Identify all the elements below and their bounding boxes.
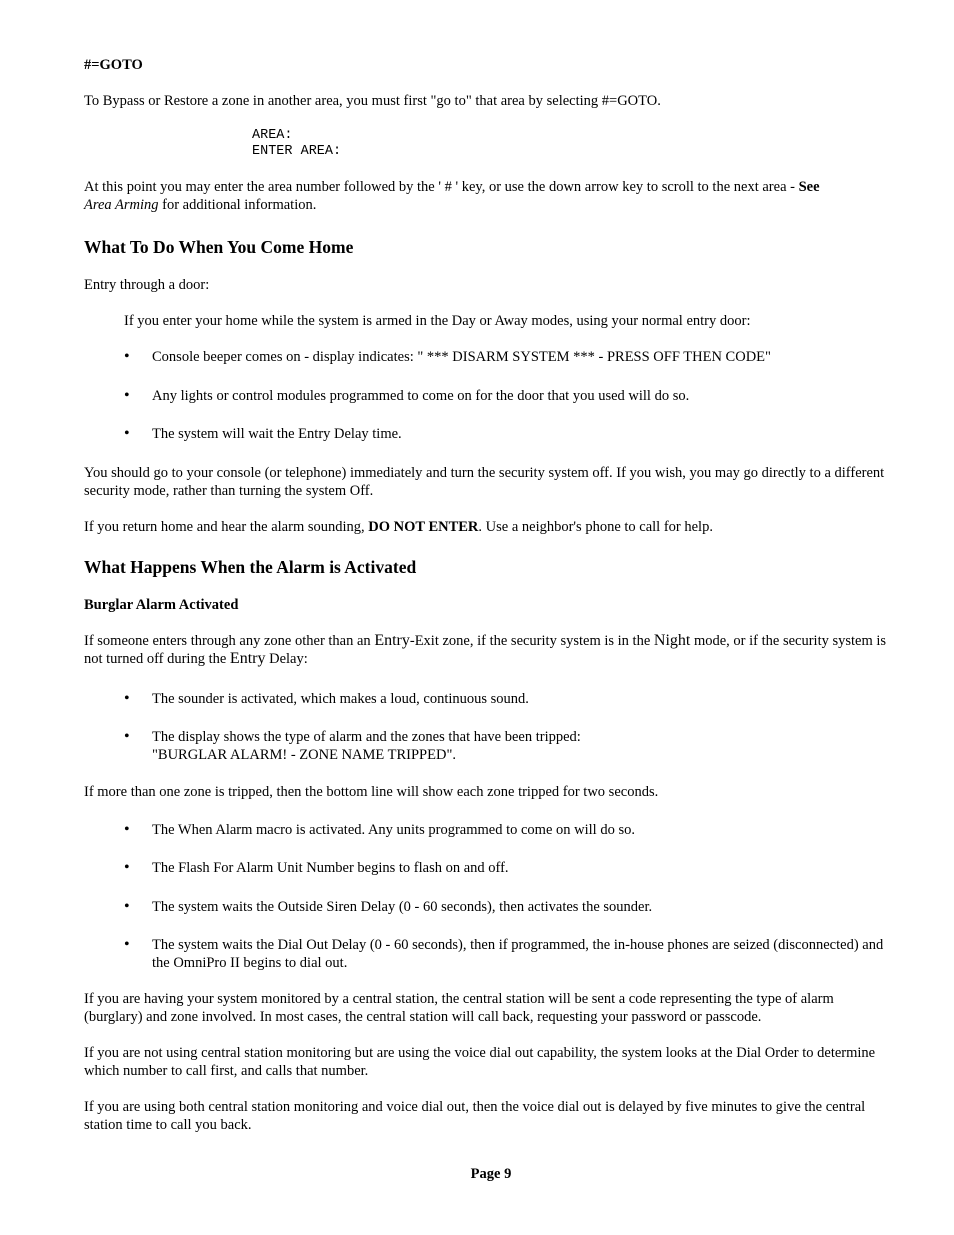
macro-bullet-list xyxy=(84,821,894,973)
area-suffix: for additional information. xyxy=(158,197,317,213)
alarm-text: If you return home and hear the alarm sounding, xyxy=(84,518,369,535)
voice-dial-paragraph: If you are not using central station monitoring but are using the voice dial out capability, the system looks at the Dial Order to determine which number to call first, and calls that number. xyxy=(84,1045,876,1079)
list-item: • Console beeper comes on - display indicates: " *** DISARM SYSTEM *** - PRESS OFF THEN CODE" xyxy=(84,348,894,366)
display-line-1: AREA: xyxy=(252,128,293,143)
display-line-2: ENTER AREA: xyxy=(252,144,342,159)
burglar-paragraph xyxy=(84,632,894,668)
burglar-bullet-list xyxy=(84,690,894,765)
entry-word-2: Entry xyxy=(229,649,266,667)
night-word: Night xyxy=(653,631,691,649)
burglar-heading: Burglar Alarm Activated xyxy=(84,596,239,613)
come-home-heading: What To Do When You Come Home xyxy=(84,237,354,257)
both-monitoring-paragraph: If you are using both central station monitoring and voice dial out, then the voice dial out is delayed by five minutes to give the central station time to call you back. xyxy=(84,1099,866,1133)
entry-intro: If you enter your home while the system is armed in the Day or Away modes, using your normal entry door: xyxy=(124,313,751,329)
list-item: • The sounder is activated, which makes a loud, continuous sound. xyxy=(84,690,894,708)
alarm-sounding-paragraph xyxy=(84,518,894,536)
do-not-enter-text: DO NOT ENTER xyxy=(368,518,479,535)
burglar-text-3: mode, or if the security system is not turned off during the xyxy=(84,632,887,667)
list-item: • The Flash For Alarm Unit Number begins to flash on and off. xyxy=(84,859,894,877)
list-item: • Any lights or control modules programmed to come on for the door that you used will do so. xyxy=(84,387,894,405)
list-item: • The system waits the Dial Out Delay (0 - 60 seconds), then if programmed, the in-house phones are seized (disconnected) and the OmniPro II begins to dial out. xyxy=(84,936,894,972)
goto-heading: #=GOTO xyxy=(84,57,143,73)
central-station-paragraph: If you are having your system monitored by a central station, the central station will be sent a code representing the type of alarm (burglary) and zone involved. In most cases, the central station will call back, requesting your password or passcode. xyxy=(84,991,834,1025)
burglar-text-2: -Exit zone, if the security system is in the xyxy=(409,632,654,649)
bullet-line-1: The display shows the type of alarm and the zones that have been tripped: xyxy=(152,729,581,745)
area-paragraph xyxy=(84,178,894,214)
entry-door-text: Entry through a door: xyxy=(84,277,210,293)
list-item: • The system will wait the Entry Delay time. xyxy=(84,425,894,443)
page-number: Page 9 xyxy=(470,1166,512,1182)
document-page xyxy=(84,56,894,1152)
entry-bullet-list xyxy=(84,348,894,443)
list-item xyxy=(84,728,894,764)
entry-word: Entry xyxy=(374,631,410,649)
goto-paragraph: To Bypass or Restore a zone in another area, you must first "go to" that area by selecting #=GOTO. xyxy=(84,93,661,109)
area-text: At this point you may enter the area number followed by the ' # ' key, or use the down arrow key to scroll to the next area - xyxy=(84,179,799,195)
see-text: See xyxy=(798,179,820,195)
burglar-text-1: If someone enters through any zone other than an xyxy=(84,632,375,649)
area-arming-reference: Area Arming xyxy=(84,197,159,213)
alarm-suffix: . Use a neighbor's phone to call for help. xyxy=(478,518,713,535)
list-item: • The When Alarm macro is activated. Any units programmed to come on will do so. xyxy=(84,821,894,839)
tripped-paragraph: If more than one zone is tripped, then the bottom line will show each zone tripped for two seconds. xyxy=(84,783,659,800)
burglar-text-4: Delay: xyxy=(265,650,308,667)
list-item: • The system waits the Outside Siren Delay (0 - 60 seconds), then activates the sounder. xyxy=(84,898,894,916)
bullet-line-2: "BURGLAR ALARM! - ZONE NAME TRIPPED". xyxy=(152,747,456,763)
display-readout xyxy=(252,128,894,160)
console-paragraph: You should go to your console (or telephone) immediately and turn the security system off. If you wish, you may go directly to a different security mode, rather than turning the system Off. xyxy=(84,464,885,499)
activated-heading: What Happens When the Alarm is Activated xyxy=(84,556,417,577)
